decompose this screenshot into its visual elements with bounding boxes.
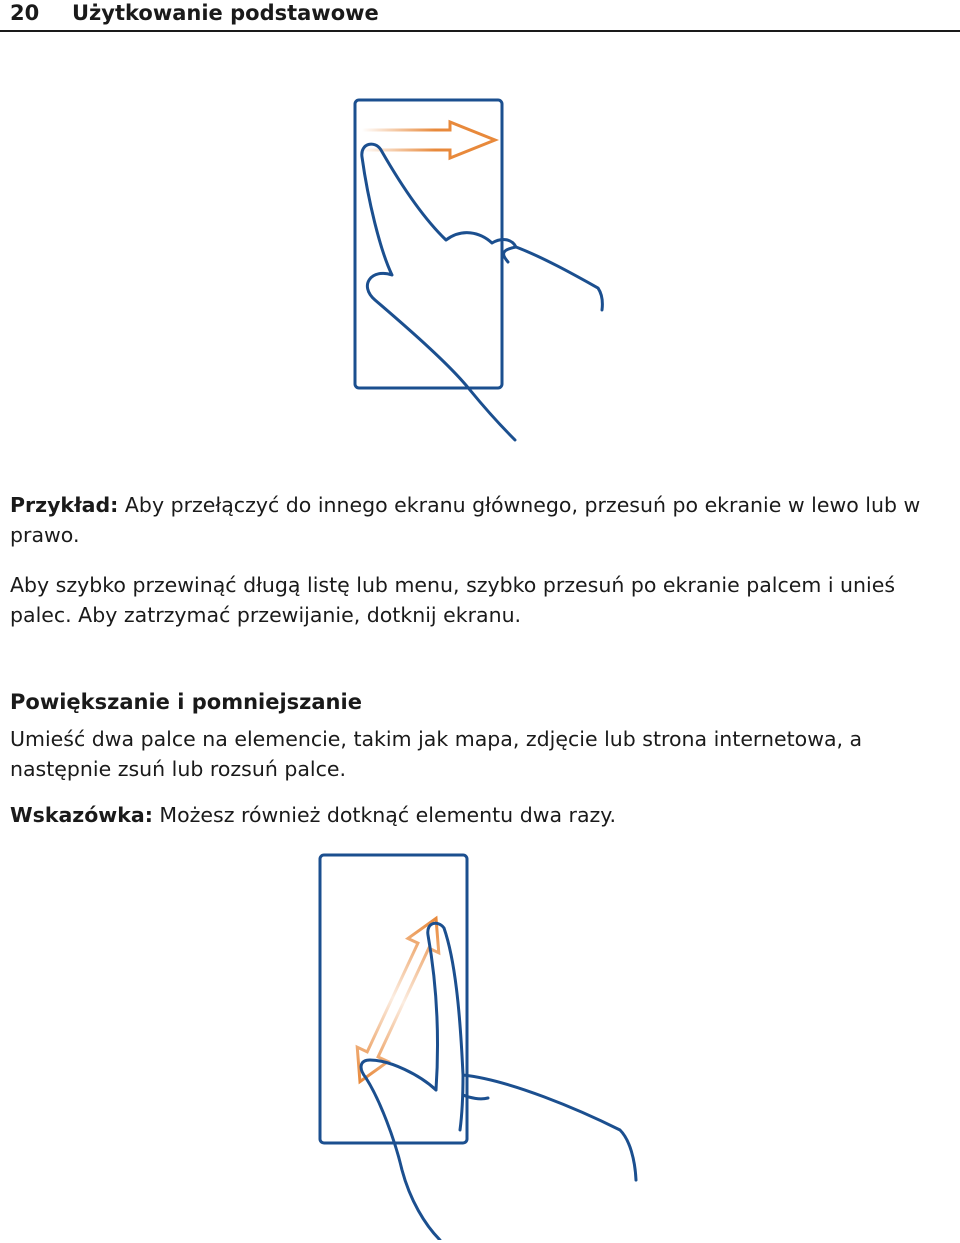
zoom-paragraph: Umieść dwa palce na elemencie, takim jak mapa, zdjęcie lub strona internetowa, a następnie zsuń lub rozsuń palce. — [10, 727, 863, 781]
swipe-gesture-icon — [330, 90, 630, 450]
section-title: Użytkowanie podstawowe — [72, 1, 379, 25]
pinch-zoom-gesture-icon — [310, 845, 650, 1240]
example-paragraph — [10, 490, 955, 550]
example-label: Przykład: — [10, 493, 119, 517]
example-text: Aby przełączyć do innego ekranu głównego, przesuń po ekranie w lewo lub w prawo. — [10, 493, 921, 547]
scroll-paragraph: Aby szybko przewinąć długą listę lub menu, szybko przesuń po ekranie palcem i unieś palec. Aby zatrzymać przewijanie, dotknij ekranu. — [10, 573, 896, 627]
page-number: 20 — [10, 1, 40, 25]
tip-paragraph — [10, 800, 955, 830]
tip-text: Możesz również dotknąć elementu dwa razy. — [152, 803, 617, 827]
phone-outline — [355, 100, 502, 388]
zoom-heading: Powiększanie i pomniejszanie — [10, 690, 362, 714]
tip-label: Wskazówka: — [10, 803, 153, 827]
page-header — [0, 0, 960, 32]
